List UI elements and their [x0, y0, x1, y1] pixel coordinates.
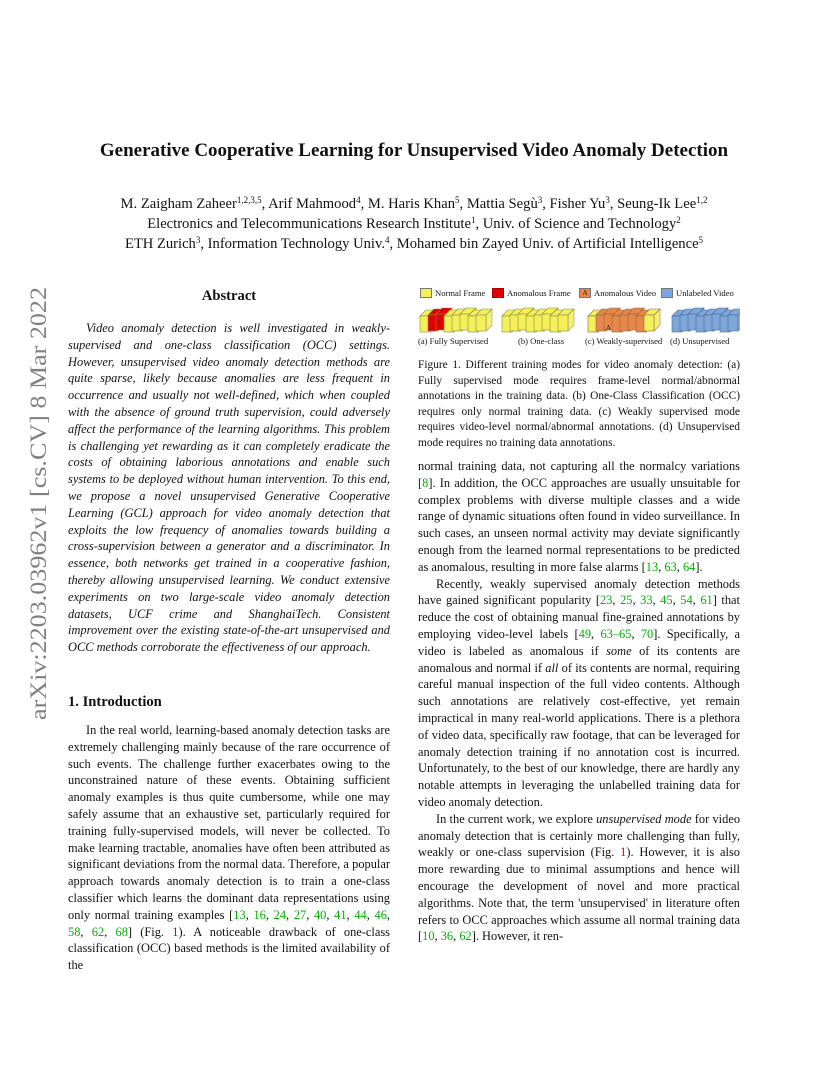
- affiliation-superscript: 5: [455, 195, 460, 205]
- frame-weakly-supervised: [644, 309, 660, 331]
- legend-label: Unlabeled Video: [676, 288, 734, 298]
- citation-link[interactable]: 25: [620, 593, 633, 608]
- legend-swatch: [492, 288, 504, 298]
- affiliation-superscript: 1: [470, 215, 476, 225]
- affiliation-line-2: ETH Zurich$^3$, Information Technology Univ.$^4$, Mohamed bin Zayed Univ. of Artificial Intelligence$^5$: [124, 235, 704, 252]
- citation-link[interactable]: 13: [645, 559, 659, 574]
- legend-label: Anomalous Frame: [507, 288, 571, 298]
- sublabel-weakly-supervised: (c) Weakly-supervised: [585, 336, 663, 346]
- right-paragraph-2: [418, 576, 740, 811]
- anomalous-video-badge: A: [606, 324, 612, 332]
- text-run: ]. However, it ren-: [471, 929, 564, 944]
- citation-link[interactable]: 13: [233, 907, 246, 922]
- citation-link[interactable]: 68: [115, 924, 128, 939]
- citation-link[interactable]: 27: [293, 907, 307, 922]
- citation-link[interactable]: 24: [273, 907, 287, 922]
- citation-link[interactable]: 70: [640, 626, 654, 641]
- text-run: of its contents are anomalous and normal if: [418, 643, 740, 675]
- arxiv-stamp: [16, 287, 56, 720]
- citation-link[interactable]: 10: [422, 929, 435, 944]
- figure-ref-link[interactable]: 1: [620, 845, 627, 860]
- affiliation-superscript: 3: [537, 195, 543, 205]
- affiliation-line-1: Electronics and Telecommunications Research Institute$^1$, Univ. of Science and Technology$^2$: [147, 215, 681, 232]
- frame-one-class: [558, 309, 574, 331]
- citation-link[interactable]: 58: [68, 924, 81, 939]
- legend-swatch: [420, 288, 432, 298]
- right-paragraph-1: [418, 458, 740, 576]
- text-run: ). However, it is also more rewarding due to minimal assumptions and hence will encourage the development of novel and more practical algorithms. Note that, the term 'unsupervised' in literature often refers to OCC approaches which assume all normal training data [: [418, 845, 740, 944]
- affiliation-superscript: 1,2: [696, 195, 708, 205]
- name-text: Electronics and Telecommunications Research Institute: [147, 216, 471, 232]
- citation-list: 13, 63, 64: [645, 559, 696, 574]
- legend-swatch: A: [579, 288, 591, 298]
- citation-link[interactable]: 8: [422, 475, 429, 490]
- legend-swatch: [661, 288, 673, 298]
- affiliation-superscript: 4: [384, 235, 390, 245]
- citation-link[interactable]: 23: [600, 593, 613, 608]
- citation-link[interactable]: 63–65: [600, 626, 632, 641]
- right-column-body: [418, 458, 740, 945]
- citation-link[interactable]: 46: [374, 907, 387, 922]
- affiliation-superscript: 2: [676, 215, 681, 225]
- affiliation-superscript: 5: [698, 235, 704, 245]
- citation-link[interactable]: 54: [680, 593, 693, 608]
- legend-unlabeled-video: [661, 288, 734, 298]
- citation-link[interactable]: 41: [334, 907, 347, 922]
- intro-body: [68, 722, 390, 974]
- name-text: M. Zaigham Zaheer: [120, 196, 237, 212]
- training-modes-illustration: [418, 300, 740, 336]
- name-text: M. Haris Khan: [367, 196, 456, 212]
- citation-link[interactable]: 62: [91, 924, 105, 939]
- emphasis: unsupervised mode: [596, 811, 692, 826]
- sublabel-fully-supervised: (a) Fully Supervised: [418, 336, 489, 346]
- citation-link[interactable]: 16: [253, 907, 266, 922]
- intro-heading: 1. Introduction: [68, 694, 162, 710]
- text-run: of its contents are normal, requiring careful manual inspection of the full video contents. Although such annotations are relatively cost-effective, yet remain impractical in many real-world applications. There is a plethora of video data, specifically raw footage, that can be leveraged for anomaly detection training if no annotation cost is incurred. Unfortunately, to the best of our knowledge, there are hardly any notable attempts in leveraging the unlabelled training data for video anomaly detection.: [418, 660, 740, 809]
- legend-normal-frame: [420, 288, 485, 298]
- author-block: [0, 194, 828, 254]
- name-text: Seung-Ik Lee: [617, 196, 697, 212]
- affiliation-superscript: 1,2,3,5: [236, 195, 262, 205]
- citation-link[interactable]: 33: [640, 593, 653, 608]
- author-line: M. Zaigham Zaheer$^{1,2,3,5}$, Arif Mahmood$^4$, M. Haris Khan$^5$, Mattia Segù$^3$, Fisher Yu$^3$, Seung-Ik Lee$^{1,2}$: [120, 195, 708, 212]
- name-text: Mattia Segù: [466, 196, 538, 212]
- text-run: ). A noticeable drawback of one-class classification (OCC) based methods is the limited availability of the: [68, 924, 391, 973]
- citation-list: 10, 36, 62: [422, 929, 472, 944]
- citation-link[interactable]: 40: [313, 907, 327, 922]
- sublabel-unsupervised: (d) Unsupervised: [670, 336, 730, 346]
- abstract-heading: Abstract: [201, 288, 257, 304]
- frame-fully-supervised: [476, 309, 492, 331]
- text-run: ] (Fig.: [127, 924, 173, 939]
- text-run: ]. In addition, the OCC approaches are usually unsuitable for complex problems with diverse multiple classes and a wide range of dynamic situations often found in video surveillance. In such cases, an unseen normal activity may deviate significantly enough from the learned normal representations to be predicted as anomalous, resulting in more false alarms [: [418, 475, 740, 574]
- text-run: normal training data, not capturing all the normalcy variations [: [418, 459, 740, 490]
- abstract-text: Video anomaly detection is well investigated in weakly-supervised and one-class classification (OCC) settings. However, unsupervised video anomaly detection methods are quite sparse, likely because anomalies are less frequent in occurrence and usually not well-defined, which when coupled with the absence of ground truth supervision, could adversely affect the performance of the learning algorithms. This problem is challenging yet rewarding as it can completely eradicate the costs of obtaining laborious annotations and enable such systems to be deployed without human intervention. To this end, we propose a novel unsupervised Generative Cooperative Learning (GCL) approach for video anomaly detection that exploits the low frequency of anomalies towards building a cross-supervision between a generator and a discriminator. In essence, both networks get trained in a cooperative fashion, thereby allowing unsupervised learning. We conduct extensive experiments on two large-scale video anomaly detection datasets, UCF crime and ShanghaiTech. Consistent improvement over the existing state-of-the-art unsupervised and OCC methods corroborate the effectiveness of our approach.: [68, 321, 390, 655]
- emphasis: some: [606, 643, 632, 658]
- text-run: for video anomaly detection that is certainly more challenging than fully, weakly or one-class supervision (Fig.: [418, 811, 741, 860]
- arxiv-stamp-text: arXiv:2203.03962v1 [cs.CV] 8 Mar 2022: [26, 329, 52, 720]
- intro-paragraph-1: [68, 722, 390, 974]
- citation-link[interactable]: 64: [682, 559, 696, 574]
- emphasis: all: [545, 660, 559, 675]
- name-text: Information Technology Univ.: [207, 236, 385, 252]
- citation-list: 23, 25, 33, 45, 54, 61: [600, 593, 713, 608]
- legend-anomalous-video: [579, 288, 656, 298]
- text-run: ].: [695, 559, 703, 574]
- name-text: Mohamed bin Zayed Univ. of Artificial Intelligence: [396, 236, 699, 252]
- figure-1-caption: Figure 1. Different training modes for video anomaly detection: (a) Fully supervised mode requires frame-level normal/abnormal annotations in the training data. (b) One-Class Classification (OCC) requires only normal training data. (c) Weakly supervised mode requires video-level normal/abnormal annotations. (d) Unsupervised mode requires no training data annotations.: [418, 359, 740, 449]
- affiliation-superscript: 3: [605, 195, 610, 205]
- text-run: In the real world, learning-based anomaly detection tasks are extremely challenging mainly because of the rare occurrence of such events. The challenge further exacerbates owing to the unconstrained nature of these events. Obtaining sufficient anomaly examples is thus quite cumbersome, while one may safely assume that an exhaustive set, particularly required for training fully-supervised models, will never be collected. To make learning tractable, anomalies have often been attributed as significant deviations from the normal data. Therefore, a popular approach towards anomaly detection is to train a one-class classifier which learns the dominant data representations using only normal training examples [: [68, 723, 390, 922]
- citation-link[interactable]: 63: [664, 559, 677, 574]
- name-text: Arif Mahmood: [268, 196, 357, 212]
- citation-link[interactable]: 44: [354, 907, 367, 922]
- citation-link[interactable]: 36: [440, 929, 454, 944]
- citation-link[interactable]: 61: [700, 593, 713, 608]
- affiliation-superscript: 4: [356, 195, 361, 205]
- figure-1: [418, 286, 740, 352]
- citation-list: 13, 16, 24, 27, 40, 41, 44, 46, 58, 62, 68: [68, 907, 390, 939]
- legend-label: Anomalous Video: [594, 288, 657, 298]
- paper-title: Generative Cooperative Learning for Unsupervised Video Anomaly Detection: [99, 140, 729, 161]
- citation-link[interactable]: 49: [578, 626, 592, 641]
- text-run: ]. Specifically, a video is labeled as anomalous if: [418, 626, 741, 658]
- citation-list: 49, 63–65, 70: [578, 626, 654, 641]
- legend-anomalous-frame: [492, 288, 571, 298]
- citation-link[interactable]: 62: [459, 929, 472, 944]
- citation-link[interactable]: 45: [660, 593, 673, 608]
- name-text: ETH Zurich: [124, 236, 196, 252]
- sublabel-one-class: (b) One-class: [518, 336, 565, 346]
- text-run: ] that reduce the cost of obtaining manual fine-grained annotations by employing video-level labels [: [418, 593, 741, 641]
- name-text: Fisher Yu: [549, 196, 606, 212]
- figure-ref-link[interactable]: 1: [172, 924, 179, 939]
- text-run: In the current work, we explore: [436, 811, 597, 826]
- name-text: Univ. of Science and Technology: [482, 216, 677, 232]
- text-run: Recently, weakly supervised anomaly detection methods have gained significant popularity [: [418, 576, 740, 608]
- affiliation-superscript: 3: [195, 235, 201, 245]
- legend-label: Normal Frame: [435, 288, 486, 298]
- right-paragraph-3: [418, 811, 740, 945]
